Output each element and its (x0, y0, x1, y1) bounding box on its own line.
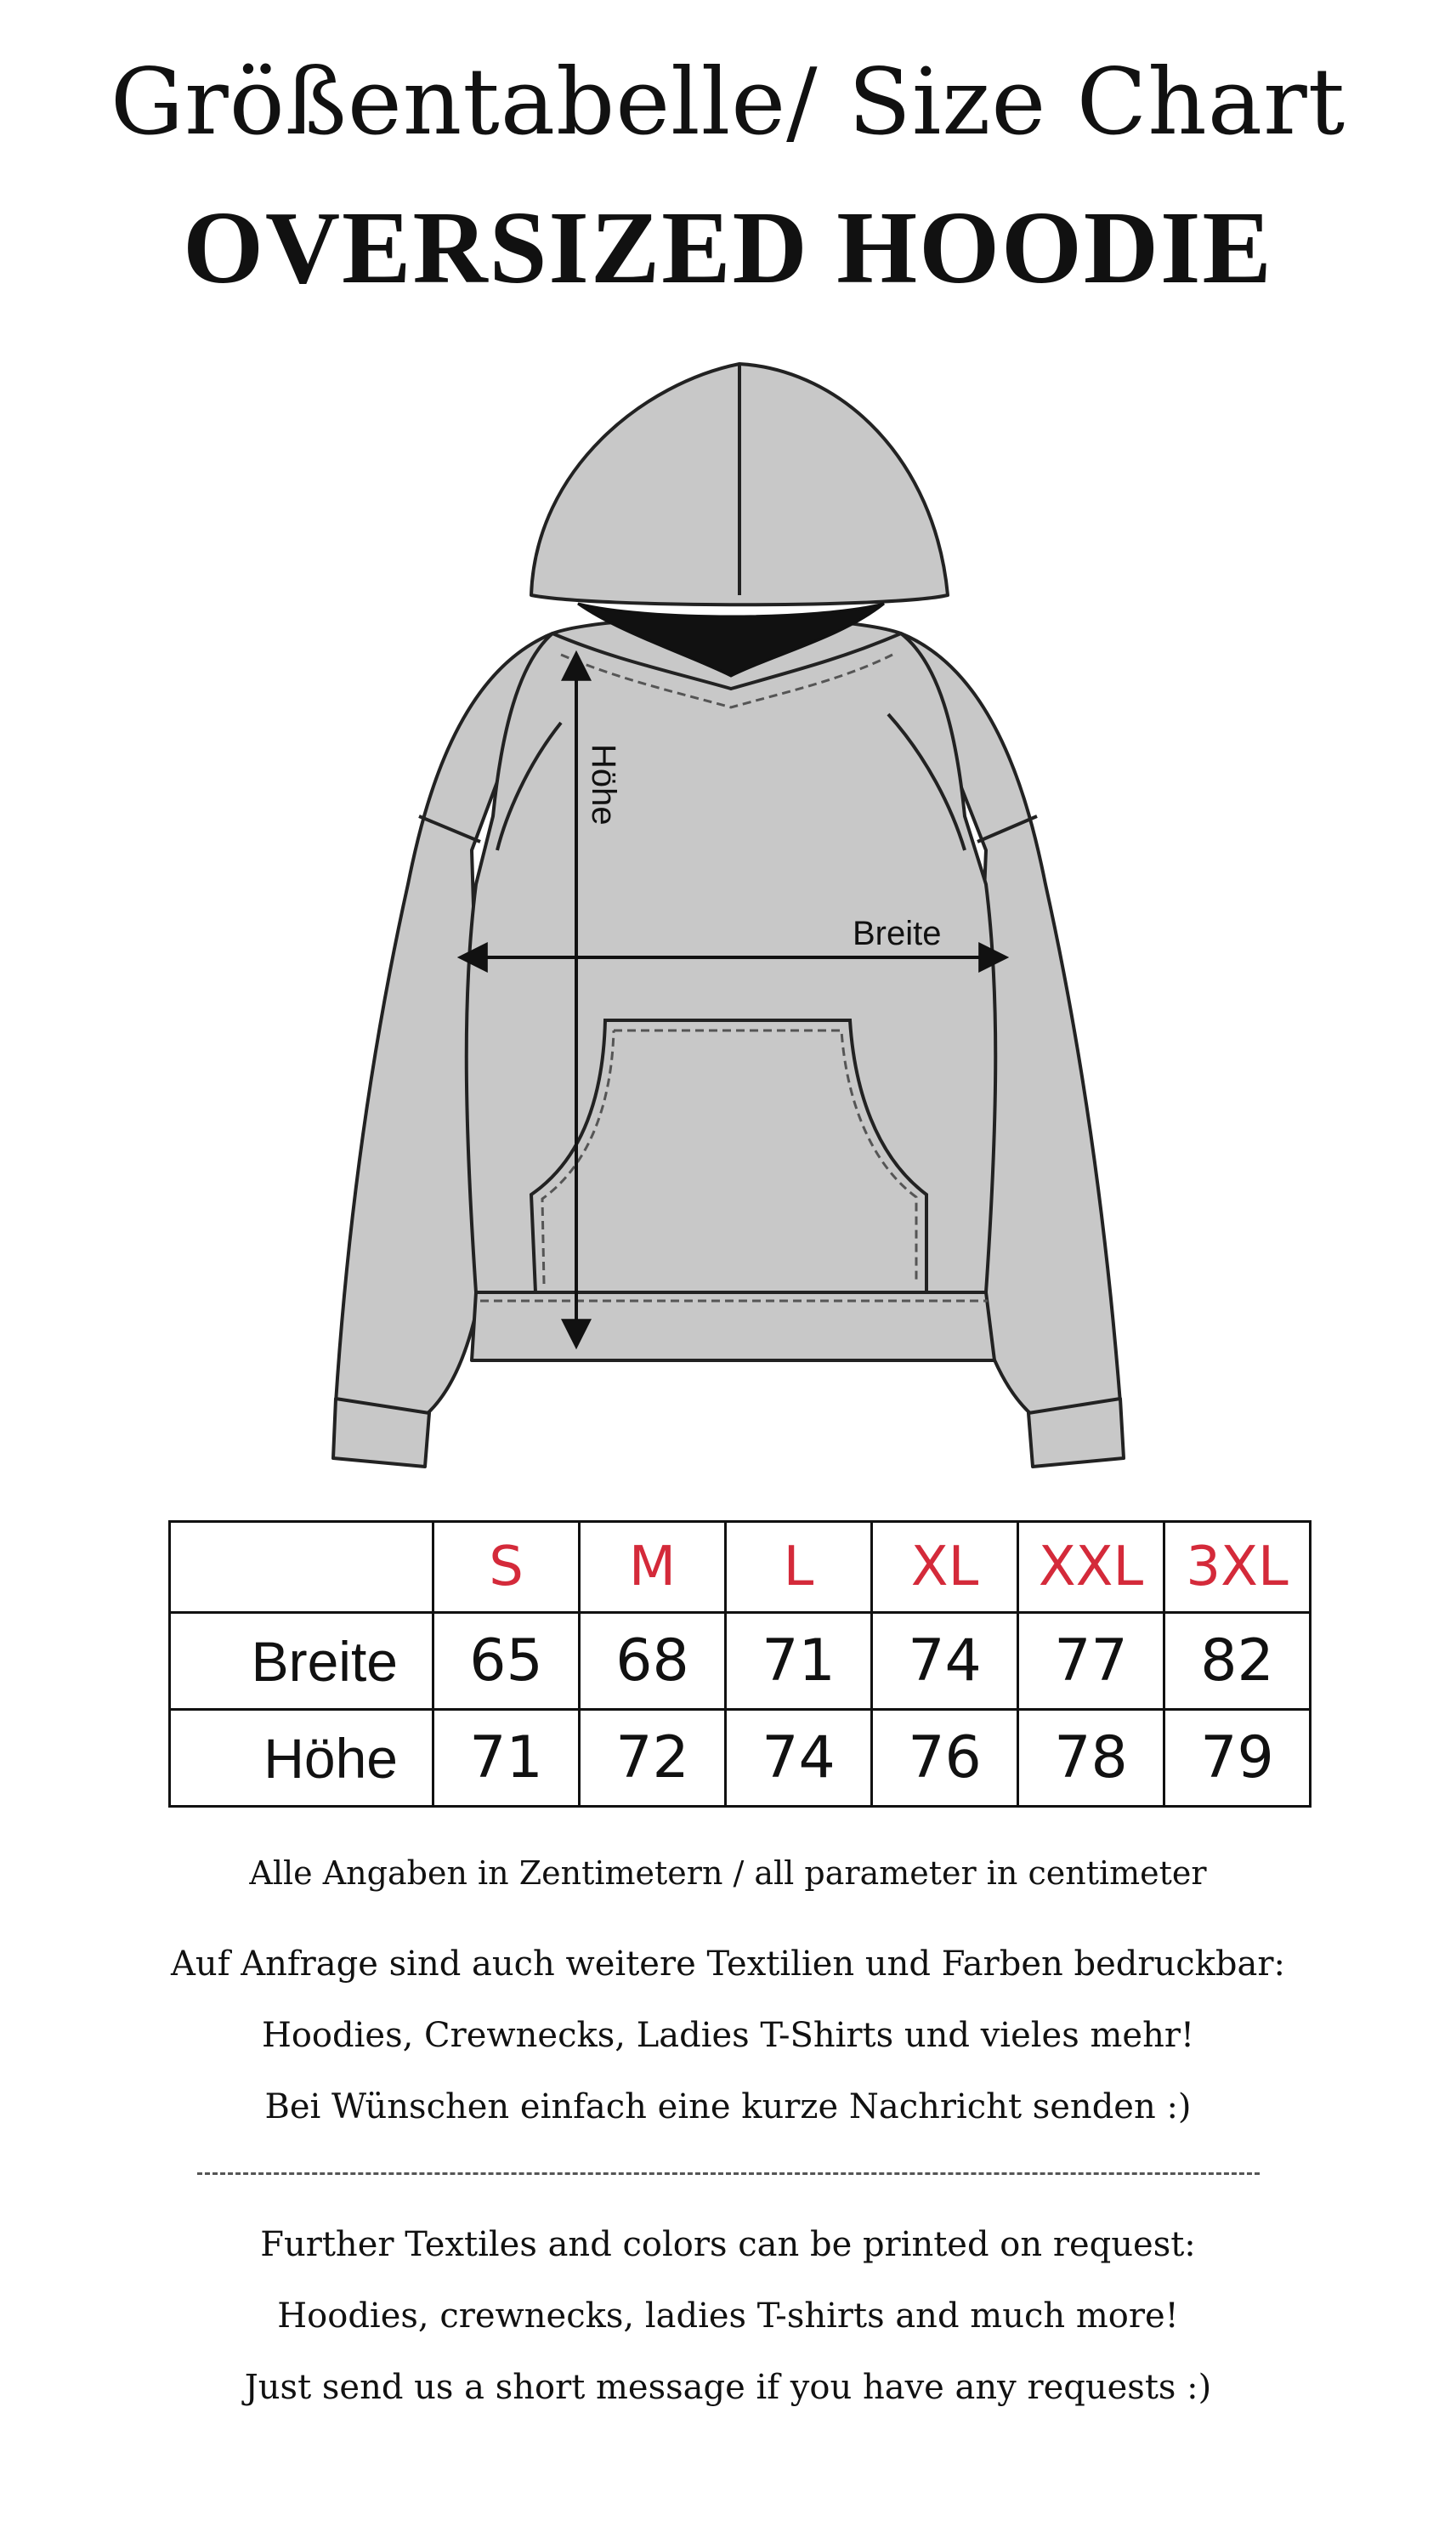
table-cell: 77 (1018, 1613, 1164, 1710)
table-cell: 76 (872, 1710, 1018, 1807)
row-label: Höhe (170, 1710, 433, 1807)
table-row-breite (170, 1613, 1311, 1710)
table-cell: 71 (433, 1710, 580, 1807)
size-table (168, 1520, 1312, 1808)
size-xxl: XXL (1018, 1522, 1164, 1613)
table-cell: 68 (580, 1613, 726, 1710)
unit-note: Alle Angaben in Zentimetern / all parameter in centimeter (249, 1854, 1207, 1892)
english-info (0, 2209, 1456, 2423)
table-cell: 78 (1018, 1710, 1164, 1807)
size-header-row (170, 1522, 1311, 1613)
corner-cell (170, 1522, 433, 1613)
page-subtitle: OVERSIZED HOODIE (183, 190, 1273, 305)
table-cell: 82 (1164, 1613, 1311, 1710)
table-cell: 65 (433, 1613, 580, 1710)
width-label: Breite (853, 915, 942, 952)
height-label: Höhe (585, 744, 622, 826)
table-cell: 71 (726, 1613, 872, 1710)
size-xl: XL (872, 1522, 1018, 1613)
row-label: Breite (170, 1613, 433, 1710)
size-s: S (433, 1522, 580, 1613)
english-line: Further Textiles and colors can be printed on request: (260, 2225, 1196, 2264)
size-3xl: 3XL (1164, 1522, 1311, 1613)
table-cell: 72 (580, 1710, 726, 1807)
german-line: Bei Wünschen einfach eine kurze Nachricht senden :) (264, 2087, 1192, 2126)
size-m: M (580, 1522, 726, 1613)
page-title: Größentabelle/ Size Chart (110, 49, 1346, 156)
english-line: Hoodies, crewnecks, ladies T-shirts and much more! (277, 2296, 1179, 2336)
english-line: Just send us a short message if you have any requests :) (244, 2368, 1212, 2407)
dashed-divider (197, 2172, 1260, 2175)
german-line: Hoodies, Crewnecks, Ladies T-Shirts und vieles mehr! (261, 2016, 1195, 2055)
table-cell: 79 (1164, 1710, 1311, 1807)
hoodie-diagram (0, 340, 1456, 1496)
table-cell: 74 (726, 1710, 872, 1807)
table-row-hoehe (170, 1710, 1311, 1807)
size-l: L (726, 1522, 872, 1613)
german-info (0, 1928, 1456, 2143)
german-line: Auf Anfrage sind auch weitere Textilien und Farben bedruckbar: (171, 1944, 1285, 1984)
table-cell: 74 (872, 1613, 1018, 1710)
